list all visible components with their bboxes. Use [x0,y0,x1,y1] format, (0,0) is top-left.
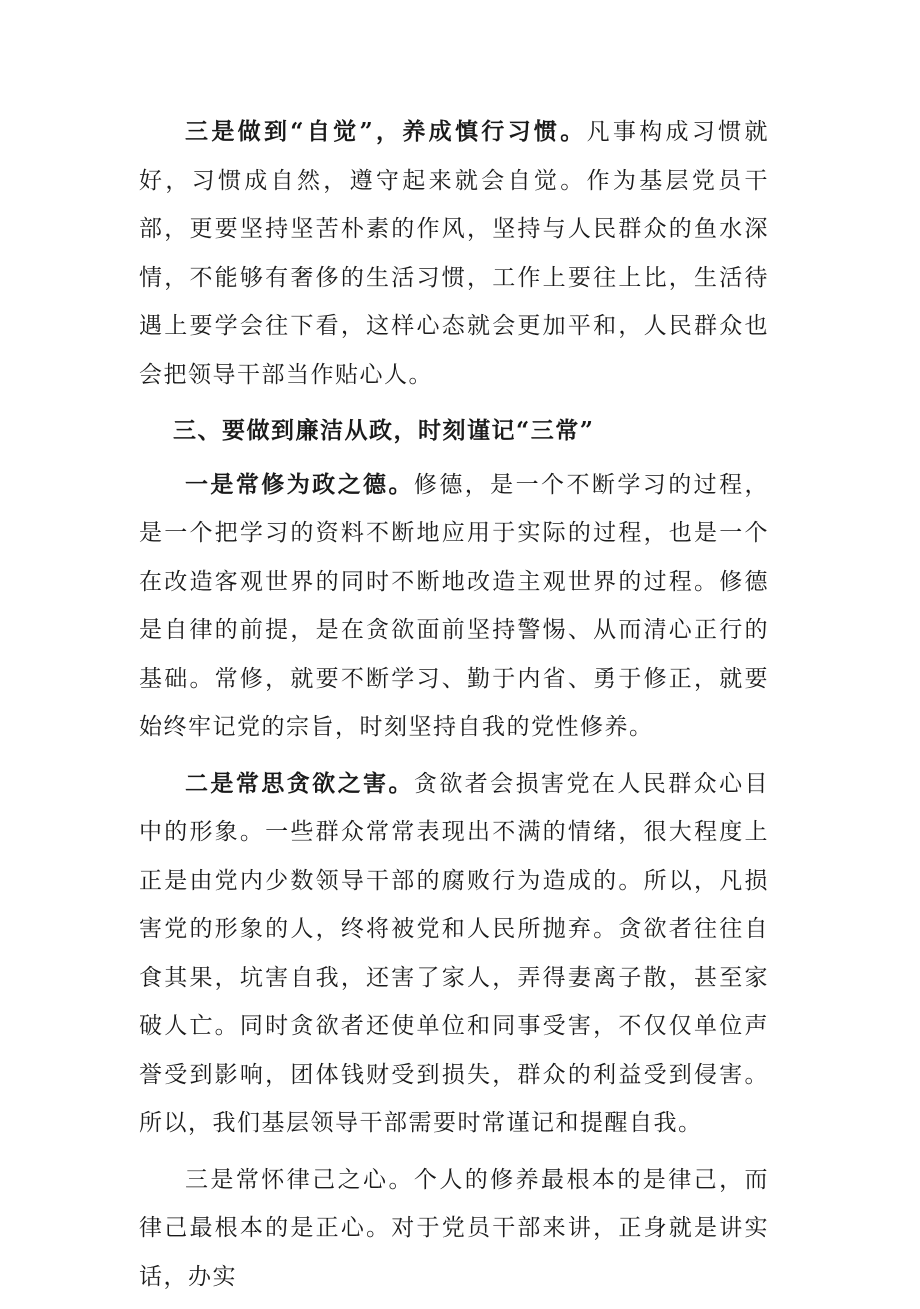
paragraph-body: 修德，是一个不断学习的过程，是一个把学习的资料不断地应用于实际的过程，也是一个在改造客观世界的同时不断地改造主观世界的过程。修德是自律的前提，是在贪欲面前坚持警惕、从而清心正行的基础。常修，就要不断学习、勤于内省、勇于修正，就要始终牢记党的宗旨，时刻坚持自我的党性修养。 [139,471,770,740]
paragraph-harm-of-greed [139,760,769,1148]
paragraph-body: 三是常怀律己之心。个人的修养最根本的是律己，而律己最根本的是正心。对于党员干部来讲，正身就是讲实话，办实 [139,1166,769,1290]
paragraph-body: 凡事构成习惯就好，习惯成自然，遵守起来就会自觉。作为基层党员干部，更要坚持坚苦朴素的作风，坚持与人民群众的鱼水深情，不能够有奢侈的生活习惯，工作上要往上比，生活待遇上要学会往下看，这样心态就会更加平和，人民群众也会把领导干部当作贴心人。 [139,119,769,388]
paragraph-lead: 三是做到“自觉”，养成慎行习惯。 [185,118,587,145]
paragraph-cultivate-virtue [139,461,769,752]
paragraph-lead: 二是常思贪欲之害。 [185,769,414,797]
document-page [139,108,769,1309]
section-heading: 三、要做到廉洁从政，时刻谨记“三常” [173,417,595,444]
paragraph-body: 贪欲者会损害党在人民群众心目中的形象。一些群众常常表现出不满的情绪，很大程度上正是由党内少数领导干部的腐败行为造成的。所以，凡损害党的形象的人，终将被党和人民所抛弃。贪欲者往往自食其果，坑害自我，还害了家人，弄得妻离子散，甚至家破人亡。同时贪欲者还使单位和同事受害，不仅仅单位声誉受到影响，团体钱财受到损失，群众的利益受到侵害。所以，我们基层领导干部需要时常谨记和提醒自我。 [139,770,770,1136]
paragraph-self-discipline-habit [139,108,769,399]
paragraph-self-restraint [139,1156,769,1302]
paragraph-lead: 一是常修为政之德。 [185,470,414,498]
